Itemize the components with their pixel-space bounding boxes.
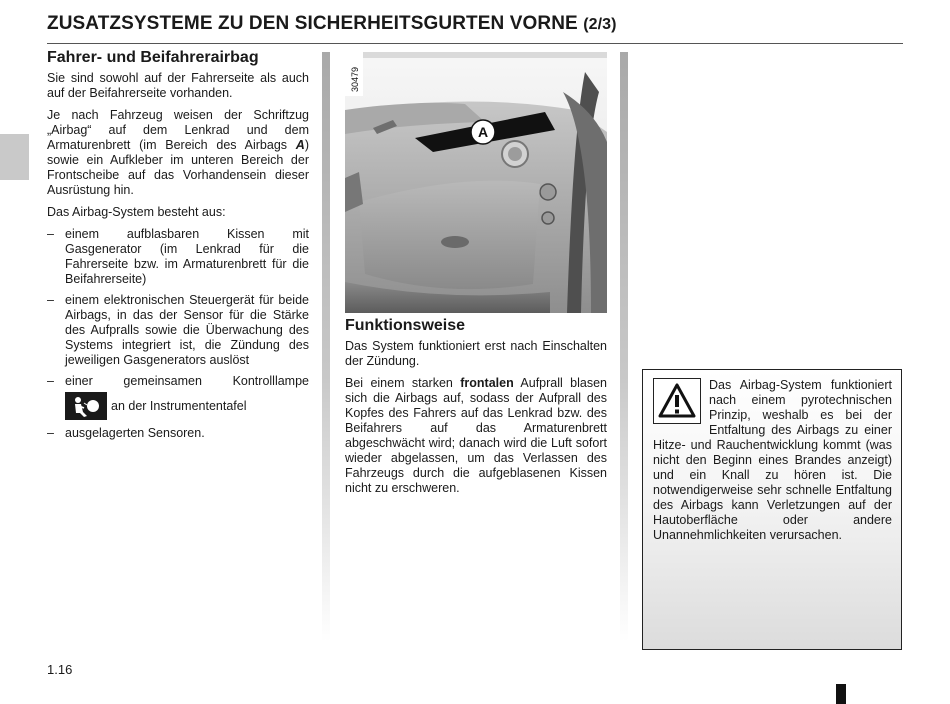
- page-title: [47, 13, 617, 35]
- lamp-suffix: an der Instrumententafel: [111, 398, 247, 413]
- warning-text: Das Airbag-System funktioniert nach einem pyrotechnischen Prinzip, weshalb es bei der Entfaltung des Airbags zu einer Hitze- und Rauchentwicklung kommt (was nicht den Beginn eines Brandes anzeigt) und ein Knall zu hören ist. Die notwendigerweise sehr schnelle Entfaltung des Airbags kann Verletzungen auf der Hautoberfläche oder andere Unannehmlichkeiten verursachen.: [653, 378, 892, 542]
- column-divider: [620, 52, 628, 642]
- page-edge-marker: [836, 684, 846, 704]
- figure-ref-number: 30479: [350, 66, 360, 92]
- paragraph-ignition: Das System funktioniert erst nach Einschalten der Zündung.: [345, 339, 607, 368]
- chapter-tab: [0, 134, 29, 180]
- warning-box: [642, 369, 902, 650]
- title-rule: [47, 43, 903, 44]
- list-item: – ausgelagerten Sensoren.: [47, 426, 309, 441]
- section-heading-function: Funktionsweise: [345, 317, 466, 334]
- marking-text-start: Je nach Fahrzeug weisen der Schriftzug „Airbag“ auf dem Lenkrad und dem Armaturenbrett (im Bereich des Airbags: [47, 108, 309, 152]
- airbag-warning-light-icon: [65, 392, 107, 420]
- title-part: (2/3): [583, 16, 617, 33]
- airbag-reference: A: [295, 138, 305, 152]
- marking-text-end: ) sowie ein Aufkleber im unteren Bereich der Frontscheibe auf das Vorhandensein dieser Ausrüstung hin.: [47, 138, 309, 197]
- lamp-row: [65, 392, 309, 420]
- title-text: ZUSATZSYSTEME ZU DEN SICHERHEITSGURTEN VORNE: [47, 13, 578, 34]
- list-item: – einem elektronischen Steuergerät für beide Airbags, in das der Sensor für die Stärke des Aufpralls sowie die Überwachung des Systems integriert ist, die Zündung des jeweiligen Gasgenerators auslöst: [47, 293, 309, 368]
- impact-text-start: Bei einem starken: [345, 376, 461, 390]
- figure-callout-a: A: [477, 124, 489, 140]
- section-heading-airbag: Fahrer- und Beifahrerairbag: [47, 49, 259, 66]
- right-column: [345, 318, 607, 503]
- list-item: – einem aufblasbaren Kissen mit Gasgenerator (im Lenkrad für die Fahrerseite bzw. im Armaturenbrett für die Beifahrerseite): [47, 227, 309, 287]
- paragraph-impact: [345, 376, 607, 496]
- paragraph-marking: [47, 108, 309, 198]
- page-number: 1.16: [47, 662, 73, 677]
- list-item: [47, 374, 309, 420]
- lamp-item-text: – einer gemeinsamen Kontrolllampe: [65, 374, 309, 388]
- component-list: [47, 227, 309, 441]
- impact-text-end: Aufprall blasen sich die Airbags auf, sodass der Aufprall des Kopfes des Fahrers auf das Lenkrad bzw. des Beifahrers auf das Armaturenbrett abgeschwächt wird; danach wird die Luft sofort wieder abgelassen, um das Verlassen des Fahrzeugs durch die aufgeblasenen Kissen nicht zu erschweren.: [345, 376, 607, 495]
- left-column: [47, 50, 309, 447]
- impact-bold: frontalen: [460, 376, 514, 390]
- paragraph-presence: Sie sind sowohl auf der Fahrerseite als auch auf der Beifahrerseite vorhanden.: [47, 71, 309, 100]
- warning-triangle-icon: [653, 378, 701, 424]
- column-divider: [322, 52, 330, 642]
- dashboard-photo: [345, 52, 607, 313]
- paragraph-components: Das Airbag-System besteht aus:: [47, 205, 226, 219]
